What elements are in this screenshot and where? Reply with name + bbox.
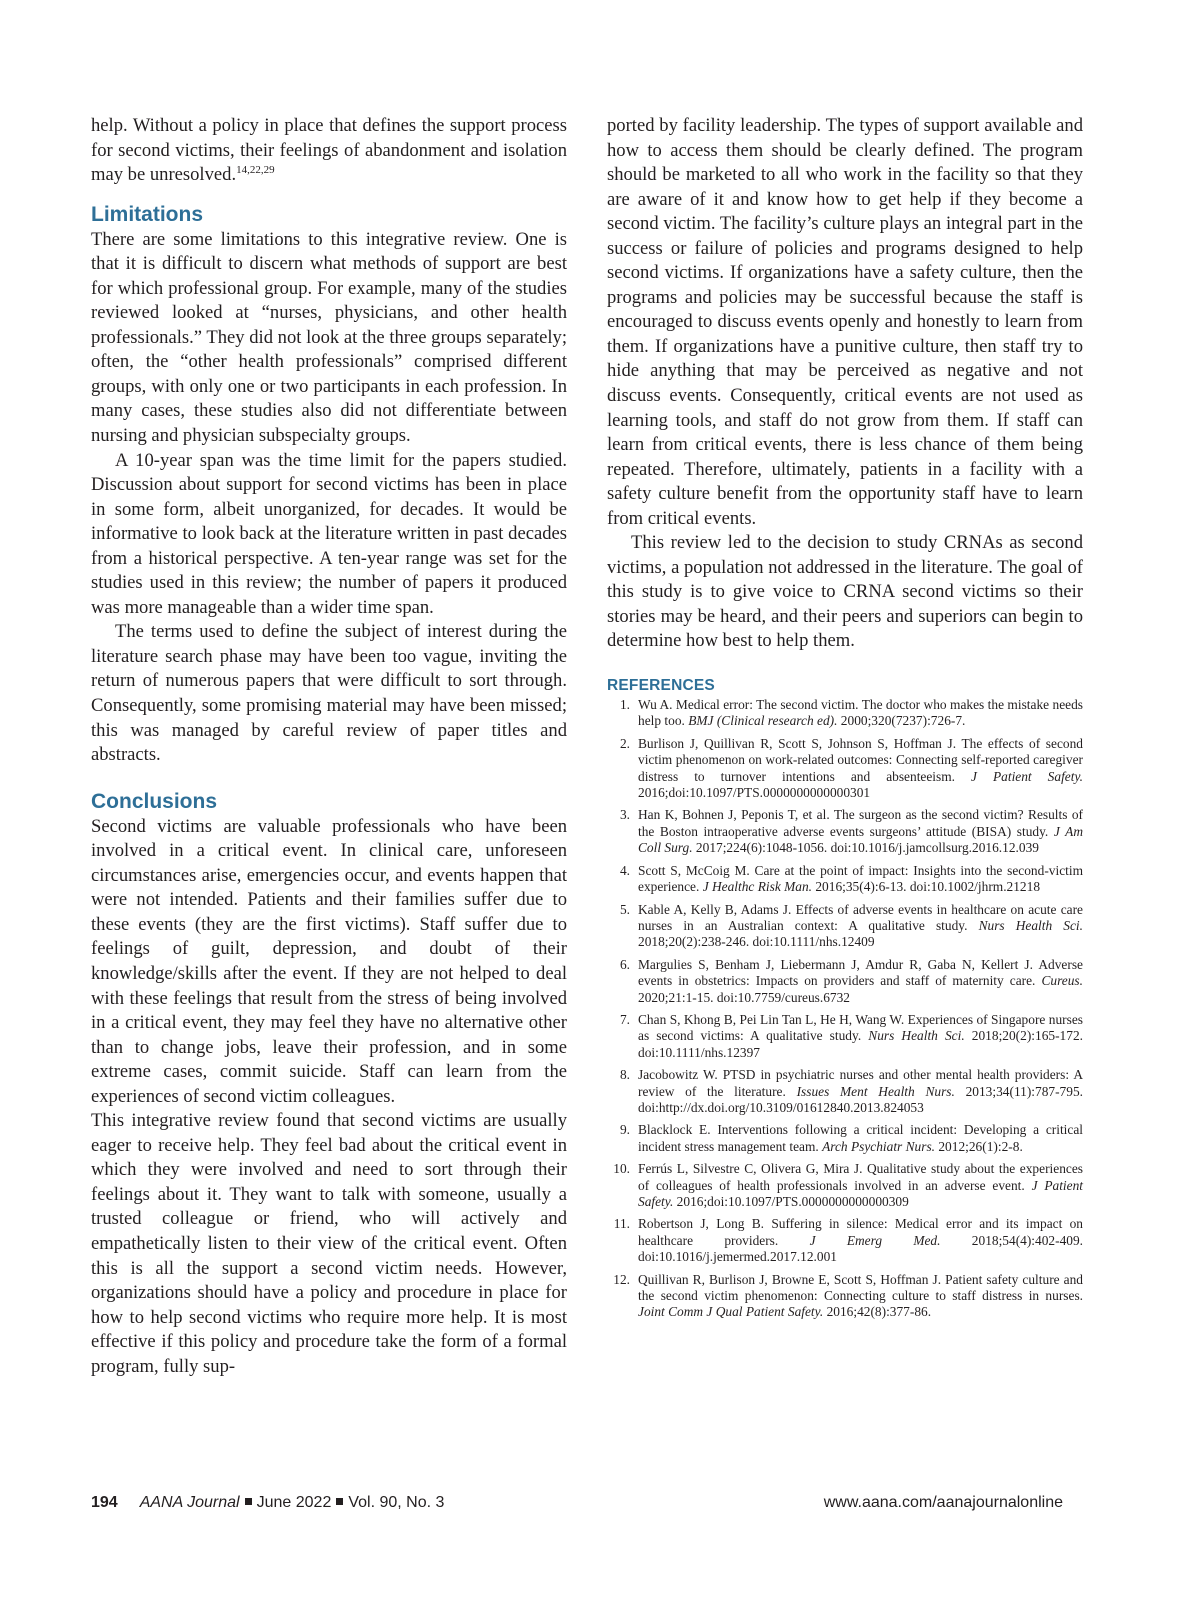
reference-item	[607, 697, 1083, 730]
reference-details: 2018;20(2):165-172. doi:10.1111/nhs.12397	[638, 1028, 1083, 1060]
reference-text: Chan S, Khong B, Pei Lin Tan L, He H, Wang W. Experiences of Singapore nurses as second victims: A qualitative study.	[638, 1011, 1083, 1044]
right-column	[607, 114, 1083, 1327]
reference-text: Kable A, Kelly B, Adams J. Effects of adverse events in healthcare on acute care nurses in an Australian context: A qualitative study.	[638, 901, 1083, 933]
reference-text: Margulies S, Benham J, Liebermann J, Amdur R, Gaba N, Kellert J. Adverse events in obstetrics: Impacts on providers and staff of maternity care.	[638, 956, 1083, 989]
reference-journal: J Patient Safety.	[971, 768, 1083, 784]
reference-details: 2018;54(4):402-409. doi:10.1016/j.jemermed.2017.12.001	[638, 1232, 1084, 1265]
footer-left	[91, 1493, 444, 1513]
reference-details: 2016;42(8):377-86.	[823, 1304, 932, 1320]
reference-number: 12.	[613, 1271, 630, 1287]
reference-journal: Cureus.	[1041, 973, 1083, 989]
conclusions-paragraph-1: Second victims are valuable professionals who have been involved in a critical event. In clinical care, unforeseen circumstances arise, emergencies occur, and events happen that were not intended. Patients and their families suffer due to these events (they are the first victims). Staff suffer due to feelings of guilt, depression, and doubt of their knowledge/skills after the event. If they are not helped to deal with these feelings that result from the stress of being involved in a critical event, they may feel they have no alternative other than to change jobs, leave their profession, and in some extreme cases, commit suicide. Staff can learn from the experiences of second victim colleagues.	[91, 815, 567, 1107]
reference-details: 2013;34(11):787-795. doi:http://dx.doi.org/10.3109/01612840.2013.824053	[638, 1083, 1083, 1115]
references-heading: REFERENCES	[607, 677, 715, 695]
reference-item	[607, 957, 1083, 1006]
intro-text: help. Without a policy in place that defines the support process for second victims, their feelings of abandonment and isolation may be unresolved.	[91, 115, 567, 186]
reference-details: 2016;doi:10.1097/PTS.0000000000000301	[638, 785, 871, 801]
reference-text: Robertson J, Long B. Suffering in silence: Medical error and its impact on healthcare providers.	[638, 1216, 1083, 1248]
separator-square-icon	[336, 1498, 343, 1505]
reference-number: 8.	[619, 1067, 630, 1083]
reference-journal: Issues Ment Health Nurs.	[796, 1083, 955, 1099]
reference-text: Blacklock E. Interventions following a critical incident: Developing a critical incident stress management team.	[638, 1122, 1083, 1154]
conclusions-paragraph-2: This integrative review found that second victims are usually eager to receive help. They feel bad about the critical event in which they were involved and need to sort through their feelings about it. They want to talk with someone, usually a trusted colleague or friend, who will actively and empathetically listen to their view of the critical event. Often this is all the support a second victim needs. However, organizations should have a policy and procedure in place for how to help second victims who require more help. It is most effective if this policy and procedure take the form of a formal program, fully sup-	[91, 1110, 567, 1377]
reference-journal: J Am Coll Surg.	[638, 823, 1083, 856]
limitations-paragraph-3: The terms used to define the subject of interest during the literature search phase may have been too vague, inviting the return of numerous papers that were difficult to sort through. Consequently, some promising material may have been missed; this was managed by careful review of paper titles and abstracts.	[91, 621, 567, 766]
reference-number: 9.	[619, 1122, 630, 1138]
limitations-paragraph-2: A 10-year span was the time limit for the papers studied. Discussion about support for second victims has been in place in some form, albeit unorganized, for decades. It would be informative to look back at the literature written in past decades from a historical perspective. A ten-year range was set for the studies used in this review; the number of papers it produced was more manageable than a wider time span.	[91, 449, 567, 618]
journal-name: AANA Journal	[139, 1494, 240, 1511]
reference-item	[607, 736, 1083, 802]
reference-item	[607, 1161, 1083, 1210]
reference-number: 6.	[619, 956, 630, 972]
footer-url[interactable]: www.aana.com/aanajournalonline	[823, 1494, 1063, 1511]
reference-item	[607, 1122, 1083, 1155]
reference-number: 1.	[619, 697, 630, 713]
reference-number: 2.	[619, 735, 630, 751]
reference-number: 5.	[619, 901, 630, 917]
reference-details: 2018;20(2):238-246. doi:10.1111/nhs.12409	[638, 934, 875, 950]
separator-square-icon	[245, 1498, 252, 1505]
reference-number: 7.	[619, 1011, 630, 1027]
reference-details: 2016;doi:10.1097/PTS.0000000000000309	[673, 1194, 909, 1209]
reference-text: Ferrús L, Silvestre C, Olivera G, Mira J. Qualitative study about the experiences of colleagues of health professionals involved in an adverse event.	[638, 1161, 1083, 1193]
reference-journal: J Healthc Risk Man.	[702, 879, 813, 895]
reference-journal: Joint Comm J Qual Patient Safety.	[638, 1304, 824, 1320]
right-paragraph-1: ported by facility leadership. The types of support available and how to access them should be clearly defined. The program should be marketed to all who work in the facility so that they are aware of it and know how to get help if they become a second victim. The facility’s culture plays an integral part in the success or failure of policies and programs designed to help second victims. If organizations have a safety culture, then the programs and policies may be successful because the staff is encouraged to discuss events openly and honestly to learn from them. If organizations have a punitive culture, then staff try to hide anything that may be perceived as negative and not discuss events. Consequently, critical events are not used as learning tools, and staff do not grow from them. If staff can learn from critical events, there is less chance of them being repeated. Therefore, ultimately, patients in a facility with a safety culture benefit from the opportunity staff have to learn from critical events.	[607, 115, 1083, 529]
reference-number: 10.	[613, 1161, 630, 1177]
issue-date: June 2022	[256, 1494, 332, 1511]
references-list	[607, 697, 1083, 1321]
page-number: 194	[91, 1494, 118, 1511]
reference-journal: BMJ (Clinical research ed).	[688, 713, 838, 729]
reference-number: 3.	[619, 807, 630, 823]
volume-issue: Vol. 90, No. 3	[348, 1494, 445, 1511]
limitations-paragraph-1: There are some limitations to this integrative review. One is that it is difficult to discern what methods of support are best for which professional group. For example, many of the studies reviewed looked at “nurses, physicians, and other health professionals.” They did not look at the three groups separately; often, the “other health professionals” comprised different groups, with only one or two participants in each profession. In many cases, these studies also did not differentiate between nursing and physician subspecialty groups.	[91, 228, 567, 447]
reference-text: Scott S, McCoig M. Care at the point of impact: Insights into the second-victim experience.	[638, 862, 1083, 895]
reference-text: Jacobowitz W. PTSD in psychiatric nurses and other mental health providers: A review of the literature.	[638, 1067, 1083, 1099]
reference-journal: Nurs Health Sci.	[978, 917, 1083, 933]
conclusions-heading: Conclusions	[91, 789, 218, 813]
reference-item	[607, 863, 1083, 896]
reference-text: Burlison J, Quillivan R, Scott S, Johnson S, Hoffman J. The effects of second victim phenomenon on work-related outcomes: Connecting self-reported caregiver distress to turnover intentions and absenteeism.	[638, 735, 1083, 784]
reference-item	[607, 1272, 1083, 1321]
reference-journal: Nurs Health Sci.	[868, 1028, 965, 1044]
reference-details: 2000;320(7237):726-7.	[837, 713, 966, 729]
reference-text: Wu A. Medical error: The second victim. The doctor who makes the mistake needs help too.	[638, 697, 1083, 729]
reference-text: Han K, Bohnen J, Peponis T, et al. The surgeon as the second victim? Results of the Boston intraoperative adverse events surgeons’ attitude (BISA) study.	[638, 807, 1083, 839]
reference-journal: J Patient Safety.	[638, 1177, 1084, 1209]
reference-number: 11.	[613, 1216, 630, 1232]
reference-journal: Arch Psychiatr Nurs.	[822, 1138, 936, 1154]
reference-details: 2016;35(4):6-13. doi:10.1002/jhrm.21218	[812, 879, 1041, 895]
reference-item	[607, 902, 1083, 951]
reference-details: 2020;21:1-15. doi:10.7759/cureus.6732	[638, 989, 851, 1005]
left-column	[91, 114, 567, 1379]
reference-item	[607, 1216, 1083, 1265]
intro-paragraph	[91, 114, 567, 188]
right-paragraph-2: This review led to the decision to study CRNAs as second victims, a population not addressed in the literature. The goal of this study is to give voice to CRNA second victims so their stories may be heard, and their peers and superiors can begin to determine how best to help them.	[607, 532, 1083, 652]
reference-item	[607, 807, 1083, 856]
reference-number: 4.	[619, 862, 630, 878]
reference-item	[607, 1012, 1083, 1061]
reference-text: Quillivan R, Burlison J, Browne E, Scott S, Hoffman J. Patient safety culture and the second victim phenomenon: Connecting culture to staff distress in nurses.	[638, 1271, 1083, 1304]
reference-details: 2012;26(1):2-8.	[935, 1138, 1023, 1154]
intro-citation: 14,22,29	[236, 164, 275, 177]
reference-details: 2017;224(6):1048-1056. doi:10.1016/j.jamcollsurg.2016.12.039	[692, 840, 1039, 856]
reference-journal: J Emerg Med.	[809, 1232, 941, 1248]
limitations-heading: Limitations	[91, 202, 204, 226]
reference-item	[607, 1067, 1083, 1116]
